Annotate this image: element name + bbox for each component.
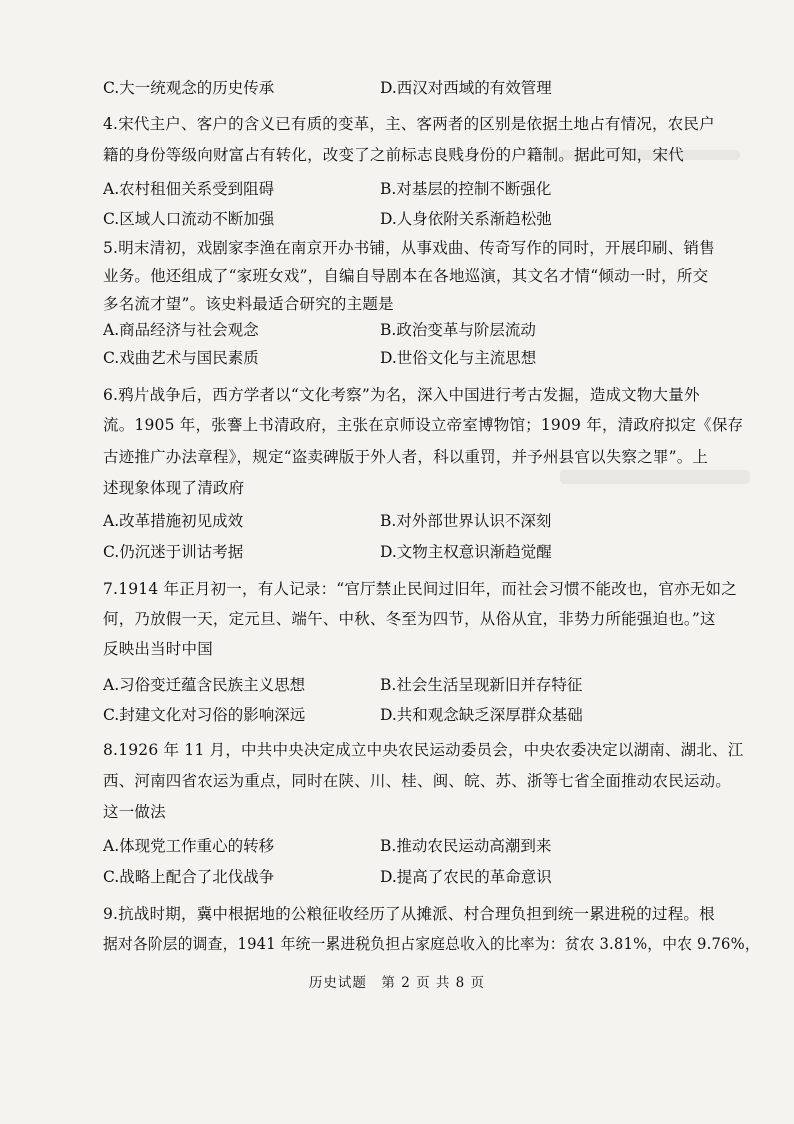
q5-option-a: A.商品经济与社会观念 <box>103 321 259 339</box>
q8-stem-line-2: 西、河南四省农运为重点，同时在陕、川、桂、闽、皖、苏、浙等七省全面推动农民运动。 <box>103 772 732 790</box>
q7-option-d: D.共和观念缺乏深厚群众基础 <box>380 706 583 724</box>
q8-option-a: A.体现党工作重心的转移 <box>103 837 275 855</box>
q4-option-c: C.区域人口流动不断加强 <box>103 210 275 228</box>
q4-option-b: B.对基层的控制不断强化 <box>380 180 552 198</box>
q4-option-d: D.人身依附关系渐趋松弛 <box>380 210 552 228</box>
q7-option-a: A.习俗变迁蕴含民族主义思想 <box>103 676 306 694</box>
q8-stem-line-3: 这一做法 <box>103 803 166 821</box>
q8-option-d: D.提高了农民的革命意识 <box>380 868 552 886</box>
q6-stem-line-2: 流。1905 年，张謇上书清政府，主张在京师设立帝室博物馆；1909 年，清政府拟定《保存 <box>103 416 744 434</box>
q9-stem-line-2: 据对各阶层的调查，1941 年统一累进税负担占家庭总收入的比率为：贫农 3.81%，中农 9.76%， <box>103 935 760 953</box>
q6-option-c: C.仍沉迷于训诂考据 <box>103 543 244 561</box>
q6-option-d: D.文物主权意识渐趋觉醒 <box>380 543 552 561</box>
q7-option-c: C.封建文化对习俗的影响深远 <box>103 706 306 724</box>
q6-option-b: B.对外部世界认识不深刻 <box>380 512 552 530</box>
q4-option-a: A.农村租佃关系受到阻碍 <box>103 180 275 198</box>
q6-stem-line-3: 古迹推广办法章程》，规定“盗卖碑版于外人者，科以重罚，并予州县官以失察之罪”。上 <box>103 448 709 466</box>
q9-stem-line-1: 9.抗战时期，冀中根据地的公粮征收经历了从摊派、村合理负担到统一累进税的过程。根 <box>103 905 715 923</box>
q8-option-b: B.推动农民运动高潮到来 <box>380 837 552 855</box>
q6-option-a: A.改革措施初见成效 <box>103 512 244 530</box>
q3-option-c: C.大一统观念的历史传承 <box>103 79 275 97</box>
q5-option-b: B.政治变革与阶层流动 <box>380 321 536 339</box>
page-footer: 历史试题 第 2 页 共 8 页 <box>308 975 486 991</box>
q8-stem-line-1: 8.1926 年 11 月，中共中央决定成立中央农民运动委员会，中央农委决定以湖南、湖北、江 <box>103 741 744 759</box>
q7-stem-line-1: 7.1914 年正月初一，有人记录：“官厅禁止民间过旧年，而社会习惯不能改也，官亦无如之 <box>103 580 737 598</box>
q4-stem-line-1: 4.宋代主户、客户的含义已有质的变革，主、客两者的区别是依据土地占有情况，农民户 <box>103 115 715 133</box>
q6-stem-line-4: 述现象体现了清政府 <box>103 479 245 497</box>
bleed-through-mark <box>560 470 750 484</box>
q5-option-c: C.戏曲艺术与国民素质 <box>103 349 259 367</box>
q4-stem-line-2: 籍的身份等级向财富占有转化，改变了之前标志良贱身份的户籍制。据此可知，宋代 <box>103 146 684 164</box>
q7-stem-line-3: 反映出当时中国 <box>103 640 213 658</box>
q7-stem-line-2: 何，乃放假一天，定元旦、端午、中秋、冬至为四节，从俗从宜，非势力所能强迫也。”这 <box>103 610 716 628</box>
q5-stem-line-1: 5.明末清初，戏剧家李渔在南京开办书铺，从事戏曲、传奇写作的同时，开展印刷、销售 <box>103 239 715 257</box>
q3-option-d: D.西汉对西域的有效管理 <box>380 79 552 97</box>
q5-option-d: D.世俗文化与主流思想 <box>380 349 537 367</box>
q5-stem-line-2: 业务。他还组成了“家班女戏”，自编自导剧本在各地巡演，其文名才情“倾动一时，所交 <box>103 267 709 285</box>
q6-stem-line-1: 6.鸦片战争后，西方学者以“文化考察”为名，深入中国进行考古发掘，造成文物大量外 <box>103 386 700 404</box>
q5-stem-line-3: 多名流才望”。该史料最适合研究的主题是 <box>103 295 394 313</box>
q7-option-b: B.社会生活呈现新旧并存特征 <box>380 676 583 694</box>
q8-option-c: C.战略上配合了北伐战争 <box>103 868 275 886</box>
